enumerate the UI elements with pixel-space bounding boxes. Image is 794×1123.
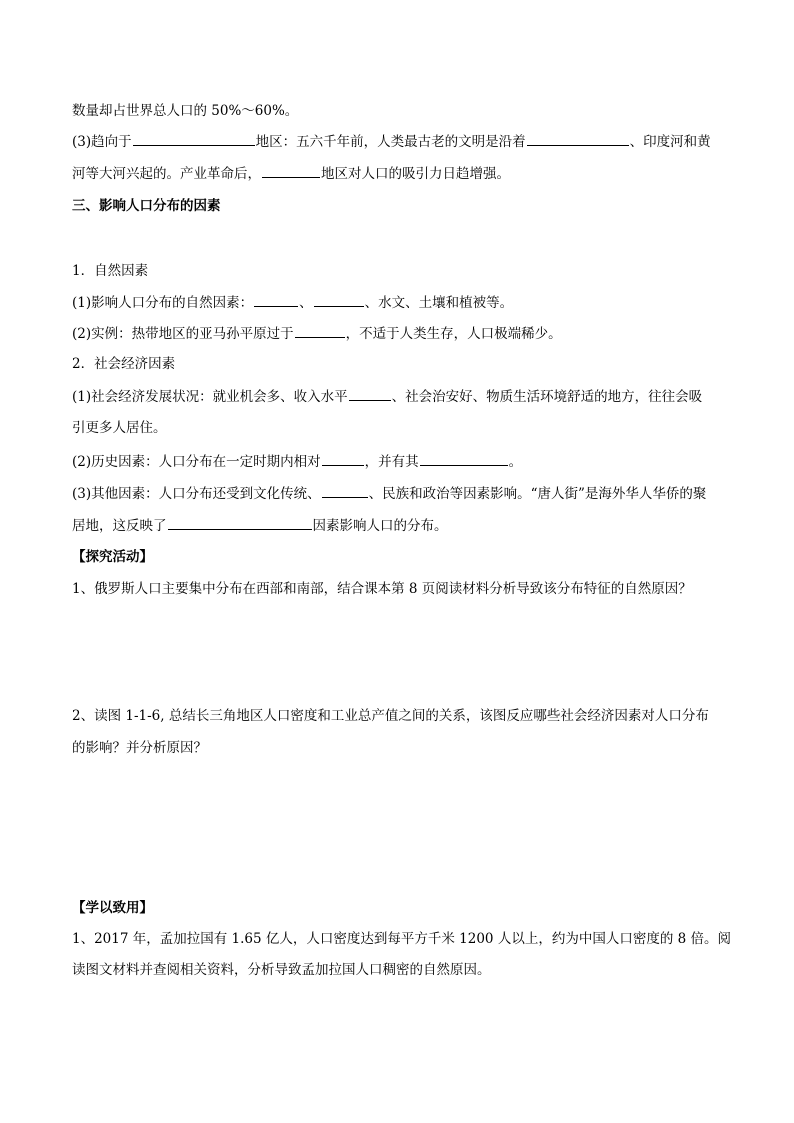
text-segment: (3)其他因素：人口分布还受到文化传统、 [72, 486, 321, 502]
social-factors-q1-cont: 引更多人居住。 [72, 420, 167, 436]
social-factors-q3-cont [72, 515, 732, 536]
apply-question-1: 1、2017 年，孟加拉国有 1.65 亿人，人口密度达到每平方千米 1200 人以上，约为中国人口密度的 8 倍。阅 [72, 931, 731, 947]
answer-blank[interactable] [262, 163, 320, 178]
social-factors-title: 2．社会经济因素 [72, 356, 176, 372]
text-segment: 因素影响人口的分布。 [312, 518, 448, 534]
text-segment: 地区对人口的吸引力日趋增强。 [321, 166, 510, 182]
answer-blank[interactable] [133, 131, 255, 146]
answer-blank[interactable] [314, 292, 364, 307]
text-segment: 河等大河兴起的。产业革命后， [72, 166, 261, 182]
intro-line-2 [72, 131, 732, 152]
answer-blank[interactable] [322, 451, 364, 466]
text-segment: 、水文、土壤和植被等。 [364, 295, 514, 311]
answer-blank[interactable] [420, 451, 508, 466]
text-segment: ，并有其 [364, 454, 419, 470]
apply-question-1-cont: 读图文材料并查阅相关资料，分析导致孟加拉国人口稠密的自然原因。 [72, 962, 491, 978]
intro-line-3 [72, 163, 732, 184]
text-segment: 居地，这反映了 [72, 518, 167, 534]
answer-blank[interactable] [295, 323, 345, 338]
apply-heading: 【学以致用】 [72, 900, 153, 916]
text-segment: ，不适于人类生存，人口极端稀少。 [345, 326, 562, 342]
explore-question-2: 2、读图 1-1-6, 总结长三角地区人口密度和工业总产值之间的关系，该图反应哪些社会经济因素对人口分布 [72, 708, 709, 724]
answer-blank[interactable] [254, 292, 298, 307]
text-segment: 、 [299, 295, 313, 311]
natural-factors-title: 1．自然因素 [72, 263, 149, 279]
text-segment: 、印度河和黄 [629, 134, 711, 150]
text-segment: 地区：五六千年前，人类最古老的文明是沿着 [255, 134, 526, 150]
text-segment: 。 [508, 454, 523, 470]
intro-line-1 [72, 101, 732, 121]
answer-blank[interactable] [322, 483, 368, 498]
social-factors-q2 [72, 451, 732, 472]
social-factors-q3 [72, 483, 732, 504]
explore-question-1: 1、俄罗斯人口主要集中分布在西部和南部，结合课本第 8 页阅读材料分析导致该分布特征的自然原因？ [72, 581, 692, 597]
text-segment: 、社会治安好、物质生活环境舒适的地方，往往会吸 [391, 389, 703, 405]
text-segment: (2)实例：热带地区的亚马孙平原过于 [72, 326, 294, 342]
answer-blank[interactable] [527, 131, 629, 146]
answer-blank[interactable] [349, 386, 391, 401]
text-segment: 、民族和政治等因素影响。“唐人街”是海外华人华侨的聚 [368, 486, 707, 502]
text-segment: (2)历史因素：人口分布在一定时期内相对 [72, 454, 321, 470]
explore-heading: 【探究活动】 [72, 549, 153, 565]
section-3-heading: 三、影响人口分布的因素 [72, 198, 221, 214]
text-segment: (1)社会经济发展状况：就业机会多、收入水平 [72, 389, 348, 405]
natural-factors-q1 [72, 292, 732, 313]
text-segment: (3)趋向于 [72, 134, 132, 150]
text-segment: (1)影响人口分布的自然因素： [72, 295, 254, 311]
intro-text: 数量却占世界总人口的 50%～60%。 [72, 103, 299, 119]
natural-factors-q2 [72, 323, 732, 344]
social-factors-q1 [72, 386, 732, 407]
answer-blank[interactable] [168, 515, 312, 530]
explore-question-2-cont: 的影响？并分析原因？ [72, 740, 207, 756]
